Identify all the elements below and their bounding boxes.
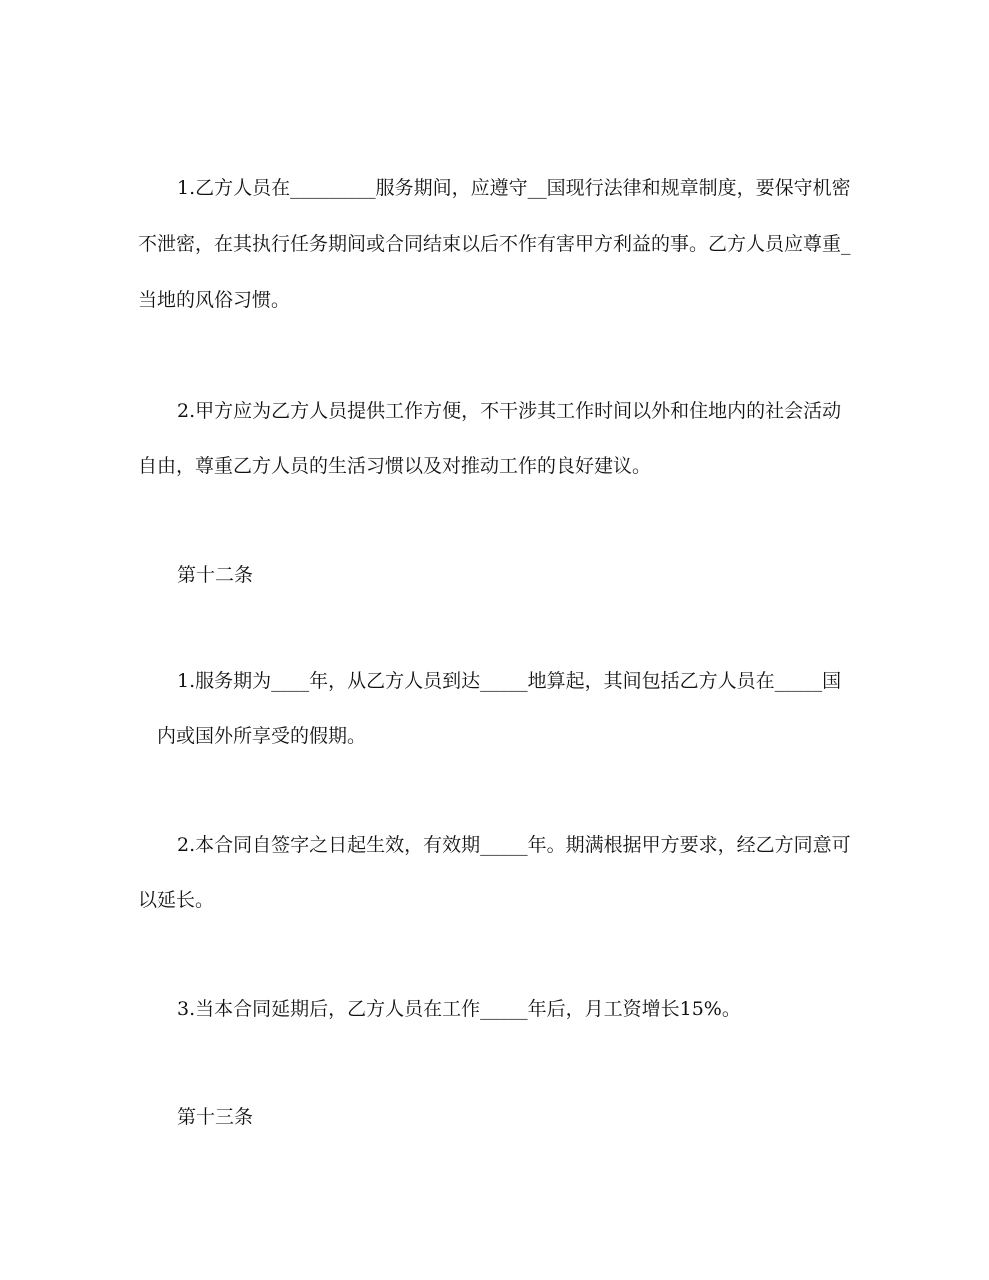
paragraph-line: 自由，尊重乙方人员的生活习惯以及对推动工作的良好建议。: [138, 455, 652, 477]
article-heading: 第十二条: [177, 564, 254, 586]
paragraph-line: 内或国外所享受的假期。: [157, 725, 367, 747]
paragraph-line: 2.本合同自签字之日起生效，有效期_____年。期满根据甲方要求，经乙方同意可: [177, 834, 851, 856]
paragraph-line: 2.甲方应为乙方人员提供工作方便，不干涉其工作时间以外和住地内的社会活动: [177, 400, 842, 422]
article-heading: 第十三条: [177, 1106, 254, 1128]
paragraph-line: 3.当本合同延期后，乙方人员在工作_____年后，月工资增长15%。: [177, 998, 741, 1020]
paragraph-line: 1.乙方人员在_________服务期间，应遵守__国现行法律和规章制度，要保守机密: [177, 177, 851, 199]
paragraph-line: 以延长。: [138, 889, 215, 911]
paragraph-line: 1.服务期为____年，从乙方人员到达_____地算起，其间包括乙方人员在_____国: [177, 670, 842, 692]
paragraph-line: 不泄密，在其执行任务期间或合同结束以后不作有害甲方利益的事。乙方人员应尊重_: [138, 233, 851, 255]
paragraph-line: 当地的风俗习惯。: [138, 289, 291, 311]
